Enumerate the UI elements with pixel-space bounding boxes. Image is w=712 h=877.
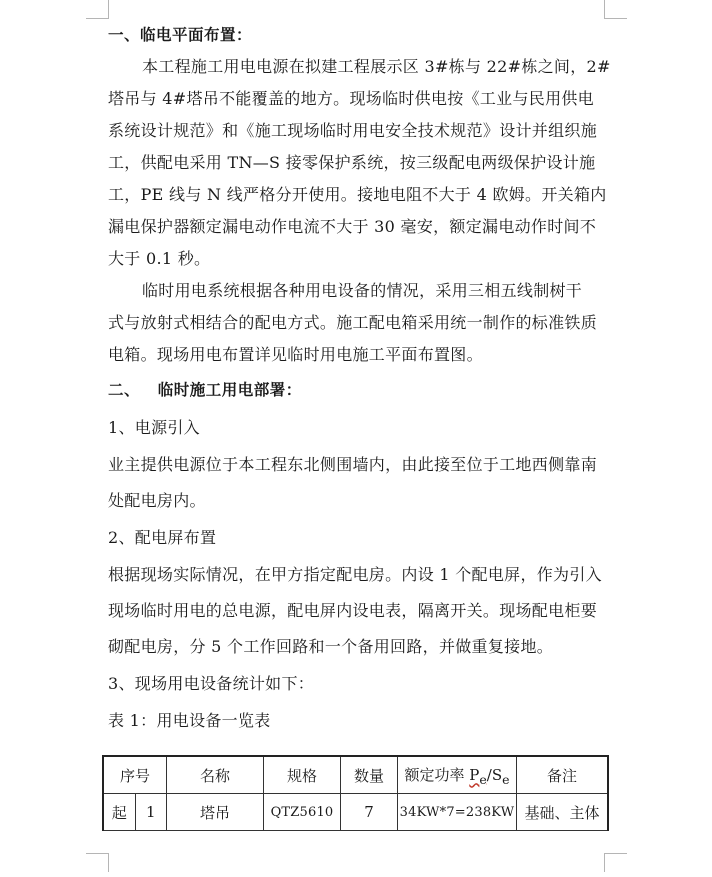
paragraph-line: 处配电房内。 xyxy=(108,491,206,510)
header-remark: 备注 xyxy=(517,756,609,794)
paragraph-line: 式与放射式相结合的配电方式。施工配电箱采用统一制作的标准铁质 xyxy=(108,313,598,332)
paragraph-line: 系统设计规范》和《施工现场临时用电安全技术规范》设计并组织施 xyxy=(108,121,598,140)
header-qty: 数量 xyxy=(341,756,398,794)
crop-mark-bottom-left xyxy=(86,853,109,872)
table-caption: 表 1：用电设备一览表 xyxy=(108,711,271,730)
header-power-prefix: 额定功率 xyxy=(404,765,470,784)
paragraph-line: 业主提供电源位于本工程东北侧围墙内，由此接至位于工地西侧靠南 xyxy=(108,455,598,474)
header-power xyxy=(398,756,517,794)
paragraph-line: 砌配电房，分 5 个工作回路和一个备用回路，并做重复接地。 xyxy=(108,637,554,656)
paragraph-line: 大于 0.1 秒。 xyxy=(108,249,211,268)
cell-power: 34KW*7=238KW xyxy=(398,794,517,831)
table-header-row xyxy=(103,756,608,794)
section2-heading: 二、 临时施工用电部署： xyxy=(108,381,302,399)
header-name: 名称 xyxy=(167,756,264,794)
item3-title: 3、现场用电设备统计如下： xyxy=(108,674,315,693)
paragraph-line: 临时用电系统根据各种用电设备的情况，采用三相五线制树干 xyxy=(142,281,583,300)
paragraph-line: 电箱。现场用电布置详见临时用电施工平面布置图。 xyxy=(108,345,483,364)
header-power-suffix: /S xyxy=(486,765,503,784)
document-body xyxy=(108,19,611,739)
section1-heading: 一、临电平面布置： xyxy=(108,26,253,44)
paragraph-line: 现场临时用电的总电源，配电屏内设电表，隔离开关。现场配电柜要 xyxy=(108,601,598,620)
crop-mark-bottom-right xyxy=(604,853,627,872)
paragraph-line: 工，PE 线与 N 线严格分开使用。接地电阻不大于 4 欧姆。开关箱内 xyxy=(108,185,607,204)
item2-title: 2、配电屏布置 xyxy=(108,528,217,547)
table-row xyxy=(103,794,608,831)
header-power-p: $P_e$ xyxy=(469,765,487,787)
paragraph-line: 塔吊与 4#塔吊不能覆盖的地方。现场临时供电按《工业与民用供电 xyxy=(108,89,594,108)
cell-qty: 7 xyxy=(341,794,398,831)
section1-paragraph-1 xyxy=(108,51,611,275)
cell-name: 塔吊 xyxy=(167,794,264,831)
item1-title: 1、电源引入 xyxy=(108,418,200,437)
header-no: 序号 xyxy=(103,756,167,794)
cell-remark: 基础、主体 xyxy=(517,794,609,831)
cell-no: 1 xyxy=(135,794,167,831)
equipment-table xyxy=(102,755,609,831)
cell-spec: QTZ5610 xyxy=(264,794,341,831)
cell-group: 起 xyxy=(103,794,135,831)
header-spec: 规格 xyxy=(264,756,341,794)
crop-mark-top-left xyxy=(86,0,109,19)
paragraph-line: 本工程施工用电电源在拟建工程展示区 3#栋与 22#栋之间，2# xyxy=(142,57,611,76)
section1-paragraph-2 xyxy=(108,275,606,371)
paragraph-line: 漏电保护器额定漏电动作电流不大于 30 毫安，额定漏电动作时间不 xyxy=(108,217,597,236)
paragraph-line: 工，供配电采用 TN—S 接零保护系统，按三级配电两级保护设计施 xyxy=(108,153,596,172)
paragraph-line: 根据现场实际情况，在甲方指定配电房。内设 1 个配电屏，作为引入 xyxy=(108,565,602,584)
header-power-sub2: e xyxy=(502,771,510,787)
crop-mark-top-right xyxy=(604,0,627,19)
